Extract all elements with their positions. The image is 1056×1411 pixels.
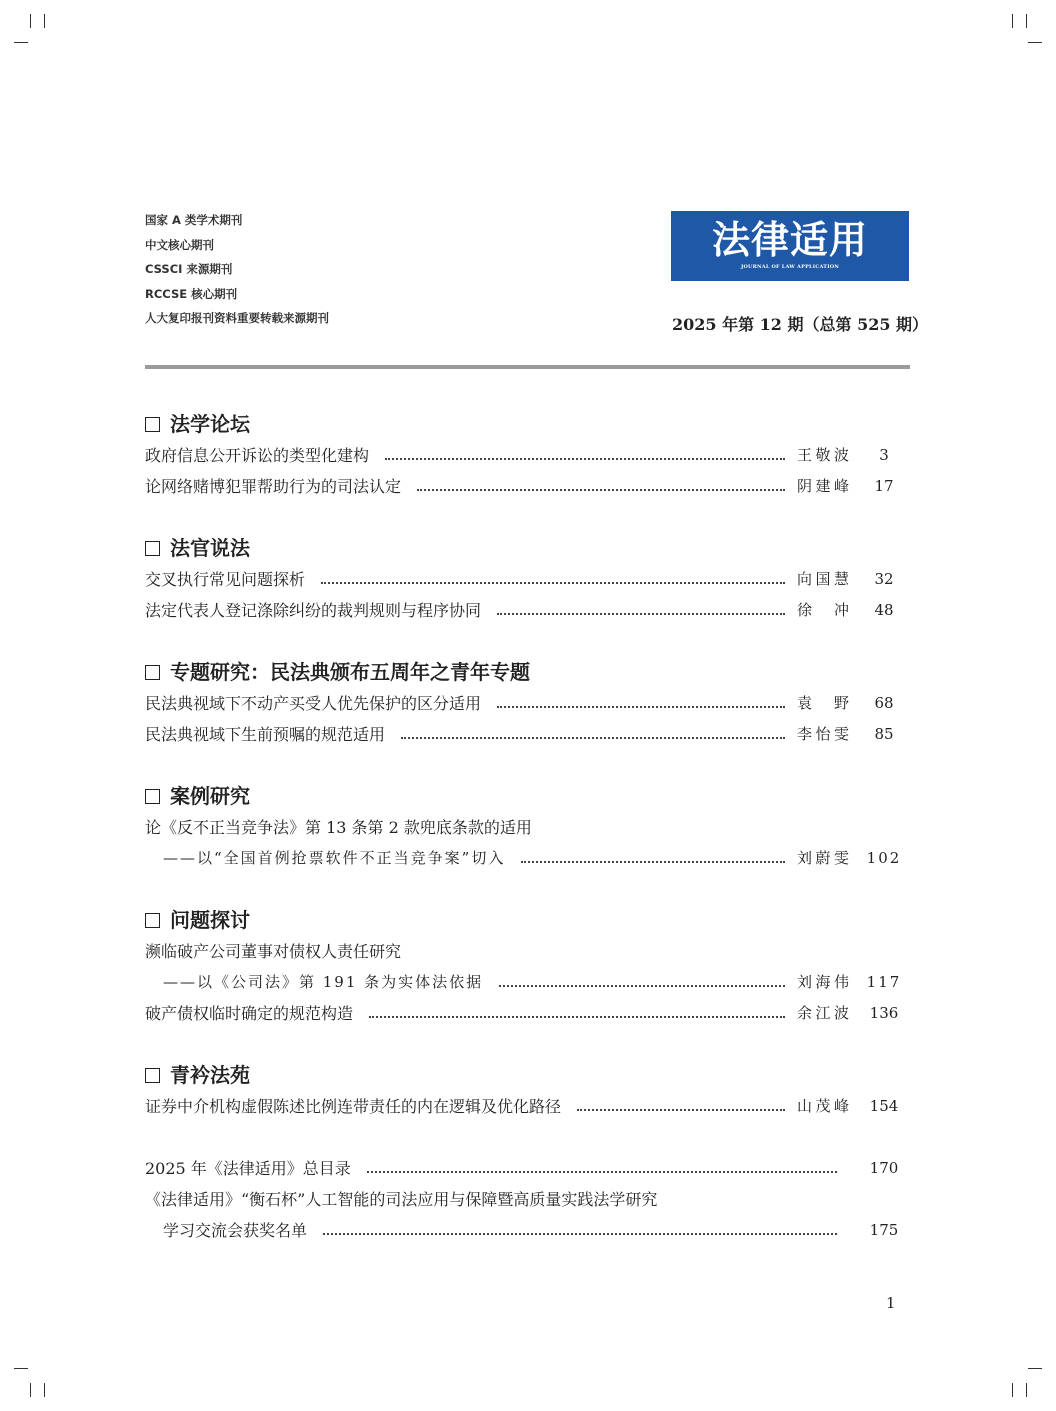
entry-author: 袁野 bbox=[797, 694, 849, 712]
toc-section bbox=[145, 1060, 905, 1122]
dot-leader bbox=[385, 458, 785, 460]
ranking-label: RCCSE 核心期刊 bbox=[145, 286, 238, 301]
extra-page: 170 bbox=[869, 1159, 899, 1177]
crop-mark bbox=[1028, 1368, 1042, 1369]
checkbox-square-icon bbox=[145, 417, 160, 432]
crop-mark bbox=[1012, 14, 1013, 28]
section-heading bbox=[145, 1060, 905, 1091]
dot-leader bbox=[497, 706, 785, 708]
checkbox-square-icon bbox=[145, 913, 160, 928]
entry-page: 48 bbox=[874, 601, 894, 619]
toc-entry[interactable] bbox=[145, 998, 905, 1029]
entry-author: 王敬波 bbox=[797, 446, 849, 464]
entry-title: 论网络赌博犯罪帮助行为的司法认定 bbox=[145, 477, 402, 496]
entry-author: 刘蔚雯 bbox=[797, 849, 849, 867]
section-heading bbox=[145, 409, 905, 440]
dot-leader bbox=[497, 613, 785, 615]
entry-page: 68 bbox=[874, 694, 894, 712]
checkbox-square-icon bbox=[145, 1068, 160, 1083]
ranking-label: 国家 A 类学术期刊 bbox=[145, 213, 243, 227]
toc-section bbox=[145, 657, 905, 750]
extra-page: 175 bbox=[869, 1221, 899, 1239]
entry-page: 3 bbox=[879, 446, 889, 464]
toc-extra[interactable] bbox=[145, 1184, 905, 1215]
dot-leader bbox=[369, 1016, 785, 1018]
dot-leader bbox=[401, 737, 785, 739]
divider bbox=[145, 365, 910, 369]
toc-extra[interactable] bbox=[145, 1153, 905, 1184]
entry-subtitle: ——以《公司法》第 191 条为实体法依据 bbox=[163, 973, 484, 991]
toc-entry-subtitle[interactable] bbox=[145, 843, 905, 874]
dot-leader bbox=[521, 861, 785, 863]
toc-entry[interactable] bbox=[145, 595, 905, 626]
toc-entry-subtitle[interactable] bbox=[145, 967, 905, 998]
entry-author: 向国慧 bbox=[797, 570, 849, 588]
entry-title: 民法典视域下不动产买受人优先保护的区分适用 bbox=[145, 694, 482, 713]
toc-entry[interactable] bbox=[145, 564, 905, 595]
table-of-contents bbox=[145, 409, 905, 1246]
entry-title: 破产债权临时确定的规范构造 bbox=[145, 1004, 354, 1023]
entry-author: 阴建峰 bbox=[797, 477, 849, 495]
toc-entry[interactable] bbox=[145, 812, 905, 843]
entry-subtitle: ——以“全国首例抢票软件不正当竞争案”切入 bbox=[163, 849, 506, 867]
section-title: 法官说法 bbox=[170, 536, 250, 560]
entry-page: 154 bbox=[869, 1097, 899, 1115]
entry-title: 民法典视域下生前预嘱的规范适用 bbox=[145, 725, 386, 744]
entry-author: 李怡雯 bbox=[797, 725, 849, 743]
toc-entry[interactable] bbox=[145, 719, 905, 750]
crop-mark bbox=[30, 1383, 31, 1397]
crop-mark bbox=[1026, 1383, 1027, 1397]
crop-mark bbox=[44, 1383, 45, 1397]
section-title: 青衿法苑 bbox=[170, 1063, 250, 1087]
dot-leader bbox=[417, 489, 785, 491]
crop-mark bbox=[1026, 14, 1027, 28]
journal-logo bbox=[671, 211, 909, 281]
ranking-label: CSSCI 来源期刊 bbox=[145, 262, 233, 276]
logo-title: 法律适用 bbox=[711, 217, 868, 262]
entry-author: 刘海伟 bbox=[797, 973, 849, 991]
ranking-label: 中文核心期刊 bbox=[145, 237, 214, 252]
crop-mark bbox=[14, 42, 28, 43]
toc-section bbox=[145, 781, 905, 874]
page-number: 1 bbox=[886, 1294, 896, 1312]
toc-entry[interactable] bbox=[145, 688, 905, 719]
entry-page: 17 bbox=[874, 477, 894, 495]
entry-page: 136 bbox=[869, 1004, 899, 1022]
entry-author: 余江波 bbox=[797, 1004, 849, 1022]
section-title: 专题研究：民法典颁布五周年之青年专题 bbox=[170, 660, 530, 684]
toc-entry[interactable] bbox=[145, 1091, 905, 1122]
dot-leader bbox=[499, 985, 785, 987]
dot-leader bbox=[321, 582, 785, 584]
entry-page: 102 bbox=[866, 849, 902, 867]
entry-title: 濒临破产公司董事对债权人责任研究 bbox=[145, 942, 402, 961]
checkbox-square-icon bbox=[145, 665, 160, 680]
section-heading bbox=[145, 533, 905, 564]
toc-entry[interactable] bbox=[145, 471, 905, 502]
entry-title: 法定代表人登记涤除纠纷的裁判规则与程序协同 bbox=[145, 601, 482, 620]
entry-page: 32 bbox=[874, 570, 894, 588]
checkbox-square-icon bbox=[145, 789, 160, 804]
logo-subtitle: JOURNAL OF LAW APPLICATION bbox=[740, 264, 840, 270]
entry-page: 117 bbox=[866, 973, 902, 991]
section-title: 法学论坛 bbox=[170, 412, 250, 436]
entry-page: 85 bbox=[874, 725, 894, 743]
section-title: 案例研究 bbox=[170, 784, 250, 808]
extra-subtitle: 学习交流会获奖名单 bbox=[163, 1221, 308, 1240]
toc-entry[interactable] bbox=[145, 936, 905, 967]
toc-extra-cont[interactable] bbox=[145, 1215, 905, 1246]
crop-mark bbox=[1012, 1383, 1013, 1397]
section-heading bbox=[145, 657, 905, 688]
journal-rankings bbox=[145, 210, 329, 333]
toc-section bbox=[145, 533, 905, 626]
entry-title: 政府信息公开诉讼的类型化建构 bbox=[145, 446, 370, 465]
issue-number: 2025 年第 12 期（总第 525 期） bbox=[672, 315, 929, 334]
crop-mark bbox=[1028, 42, 1042, 43]
entry-title: 交叉执行常见问题探析 bbox=[145, 570, 306, 589]
checkbox-square-icon bbox=[145, 541, 160, 556]
section-heading bbox=[145, 781, 905, 812]
dot-leader bbox=[367, 1171, 837, 1173]
entry-title: 证券中介机构虚假陈述比例连带责任的内在逻辑及优化路径 bbox=[145, 1097, 562, 1116]
section-heading bbox=[145, 905, 905, 936]
toc-entry[interactable] bbox=[145, 440, 905, 471]
dot-leader bbox=[577, 1109, 785, 1111]
toc-section bbox=[145, 905, 905, 1029]
entry-author: 山茂峰 bbox=[797, 1097, 849, 1115]
section-title: 问题探讨 bbox=[170, 908, 250, 932]
crop-mark bbox=[30, 14, 31, 28]
ranking-label: 人大复印报刊资料重要转载来源期刊 bbox=[145, 311, 329, 325]
extra-title: 《法律适用》“衡石杯”人工智能的司法应用与保障暨高质量实践法学研究 bbox=[145, 1190, 658, 1209]
extra-title: 2025 年《法律适用》总目录 bbox=[145, 1159, 351, 1178]
crop-mark bbox=[44, 14, 45, 28]
crop-mark bbox=[14, 1368, 28, 1369]
toc-section bbox=[145, 409, 905, 502]
entry-author: 徐冲 bbox=[797, 601, 849, 619]
entry-title: 论《反不正当竞争法》第 13 条第 2 款兜底条款的适用 bbox=[145, 818, 532, 837]
dot-leader bbox=[323, 1233, 837, 1235]
